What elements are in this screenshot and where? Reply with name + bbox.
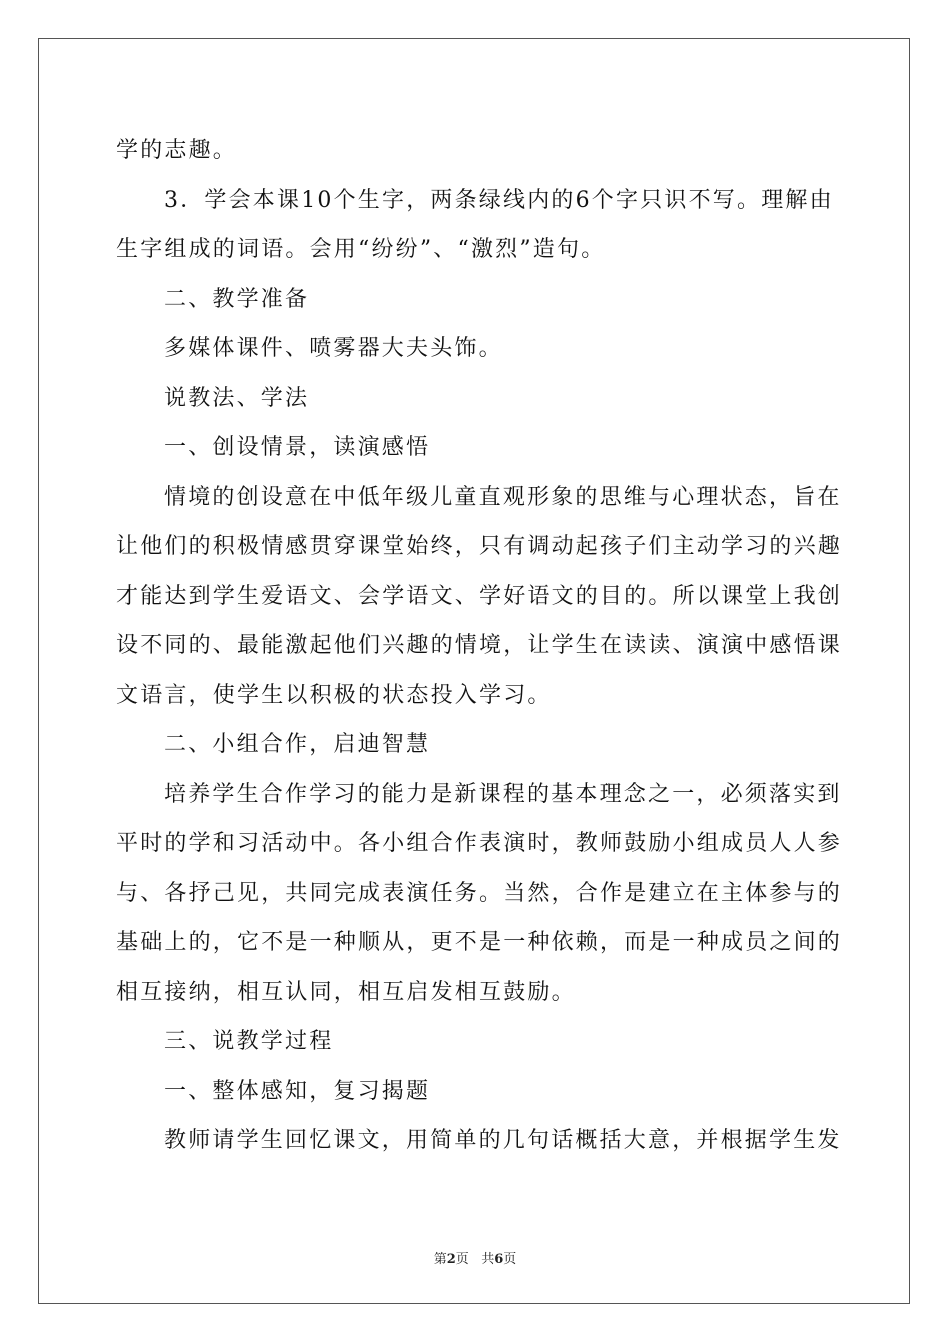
text-line: 情境的创设意在中低年级儿童直观形象的思维与心理状态，旨在 — [164, 484, 842, 510]
text-line: 平时的学和习活动中。各小组合作表演时，教师鼓励小组成员人人参 — [116, 831, 843, 856]
text-line: 教师请学生回忆课文，用简单的几句话概括大意，并根据学生发 — [164, 1128, 842, 1153]
text-line: 说教法、学法 — [164, 385, 310, 411]
page-footer — [0, 1248, 950, 1267]
text-line: 一、创设情景，读演感悟 — [164, 435, 431, 460]
text-line: 一、整体感知，复习揭题 — [164, 1078, 431, 1104]
text-line: 文语言，使学生以积极的状态投入学习。 — [116, 682, 552, 708]
text-line: 培养学生合作学习的能力是新课程的基本理念之一，必须落实到 — [164, 781, 842, 807]
text-line: 三、说教学过程 — [164, 1029, 334, 1054]
text-line: 二、教学准备 — [164, 286, 310, 312]
text-line: 才能达到学生爱语文、会学语文、学好语文的目的。所以课堂上我创 — [116, 583, 843, 609]
text-line: 多媒体课件、喷雾器大夫头饰。 — [164, 336, 503, 361]
text-line: 与、各抒己见，共同完成表演任务。当然，合作是建立在主体参与的 — [116, 880, 843, 906]
footer-page-suffix: 页 — [455, 1252, 469, 1267]
text-line: 让他们的积极情感贯穿课堂始终，只有调动起孩子们主动学习的兴趣 — [116, 534, 843, 559]
text-line: 设不同的、最能激起他们兴趣的情境，让学生在读读、演演中感悟课 — [116, 633, 843, 658]
text-line: 二、小组合作，启迪智慧 — [164, 732, 431, 757]
text-line: 基础上的，它不是一种顺从，更不是一种依赖，而是一种成员之间的 — [116, 930, 843, 955]
document-body — [116, 126, 843, 1166]
footer-prefix: 第 — [433, 1252, 447, 1267]
footer-total-prefix: 共 — [481, 1252, 495, 1267]
footer-total-suffix: 页 — [503, 1252, 517, 1267]
text-line: 相互接纳，相互认同，相互启发相互鼓励。 — [116, 979, 576, 1005]
text-line: 生字组成的词语。会用“纷纷”、“激烈”造句。 — [116, 237, 606, 262]
footer-total-pages: 6 — [494, 1252, 504, 1267]
footer-page-number: 2 — [446, 1252, 456, 1267]
text-line: 3．学会本课10个生字，两条绿线内的6个字只识不写。理解由 — [164, 187, 834, 213]
text-line: 学的志趣。 — [116, 138, 238, 163]
